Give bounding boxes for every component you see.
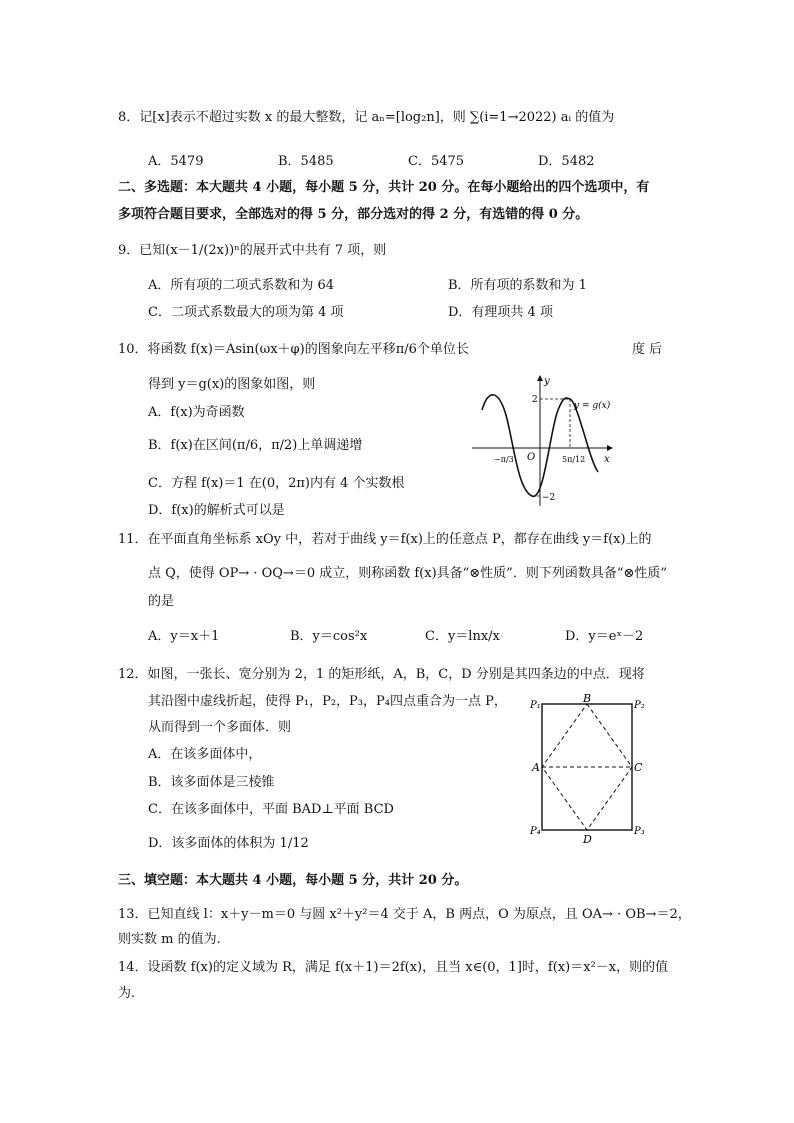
section2-heading-line1: 二、多选题：本大题共 4 小题，每小题 5 分，共计 20 分。在每小题给出的四个选项中，有 xyxy=(118,180,650,195)
graph-curve-label: y = g(x) xyxy=(574,401,611,411)
q11-text-line2: 点 Q，使得 OP→ · OQ→＝0 成立，则称函数 f(x)具备“⊗性质”．则下列函数具备“⊗性质” xyxy=(148,566,668,581)
q12-text-line3: 从而得到一个多面体．则 xyxy=(148,720,292,735)
q8-text: 8．记[x]表示不超过实数 x 的最大整数，记 aₙ=[log₂n]，则 ∑(i=1→2022) aᵢ 的值为 xyxy=(118,110,615,125)
graph-x-label: x xyxy=(604,454,610,465)
q11-text-line3: 的是 xyxy=(148,594,175,609)
q8-option-c: C．5475 xyxy=(408,154,465,169)
graph-tick-right: 5π/12 xyxy=(562,455,586,464)
q11-option-a: A．y＝x＋1 xyxy=(148,629,220,644)
q12-figure xyxy=(526,692,656,850)
graph-origin-label: O xyxy=(527,452,536,463)
q14-text-line1: 14．设函数 f(x)的定义域为 R，满足 f(x＋1)＝2f(x)，且当 x∈(0，1]时，f(x)＝x²－x，则的值 xyxy=(118,960,669,975)
q10-option-a: A．f(x)为奇函数 xyxy=(148,405,245,420)
q10-text-line2: 得到 y＝g(x)的图象如图，则 xyxy=(148,377,316,392)
q12-option-a: A．在该多面体中， xyxy=(148,747,262,762)
q10-graph xyxy=(470,370,620,510)
q10-option-c: C．方程 f(x)＝1 在(0，2π)内有 4 个实数根 xyxy=(148,476,405,491)
q13-text-line2: 则实数 m 的值为. xyxy=(118,932,221,947)
q12-option-b: B．该多面体是三棱锥 xyxy=(148,775,275,790)
q12-option-c: C．在该多面体中，平面 BAD⊥平面 BCD xyxy=(148,802,394,817)
q14-text-line2: 为. xyxy=(118,986,136,1001)
section2-heading-line2: 多项符合题目要求，全部选对的得 5 分，部分选对的得 2 分，有选错的得 0 分。 xyxy=(118,207,589,222)
q11-option-c: C．y＝lnx/x xyxy=(425,629,500,644)
q10-option-b: B．f(x)在区间(π/6，π/2)上单调递增 xyxy=(148,438,363,453)
q11-option-b: B．y＝cos²x xyxy=(290,629,368,644)
graph-tick-max: 2 xyxy=(532,395,538,405)
label-b: B xyxy=(583,692,592,705)
section3-heading: 三、填空题：本大题共 4 小题，每小题 5 分，共计 20 分。 xyxy=(118,873,468,888)
q8-option-d: D．5482 xyxy=(538,154,595,169)
label-c: C xyxy=(634,761,643,774)
q10-text-line1: 10．将函数 f(x)＝Asin(ωx＋φ)的图象向左平移π/6个单位长 xyxy=(118,342,469,357)
q8-option-b: B．5485 xyxy=(278,154,334,169)
q12-text-line1: 12．如图，一张长、宽分别为 2，1 的矩形纸，A，B，C，D 分别是其四条边的中点．现将 xyxy=(118,667,645,682)
graph-tick-min: −2 xyxy=(542,493,556,503)
q9-text: 9．已知(x－1/(2x))ⁿ的展开式中共有 7 项，则 xyxy=(118,243,387,258)
q10-option-d: D．f(x)的解析式可以是 xyxy=(148,503,285,518)
q12-option-d: D．该多面体的体积为 1/12 xyxy=(148,836,309,851)
q9-option-a: A．所有项的二项式系数和为 64 xyxy=(148,278,335,293)
label-p1: P₁ xyxy=(530,700,541,711)
label-p2: P₂ xyxy=(634,700,645,711)
label-a: A xyxy=(532,761,540,774)
q13-text-line1: 13．已知直线 l：x＋y－m＝0 与圆 x²＋y²＝4 交于 A，B 两点，O 为原点，且 OA→ · OB→＝2， xyxy=(118,907,691,922)
q9-option-c: C．二项式系数最大的项为第 4 项 xyxy=(148,305,344,320)
graph-tick-left: −π/3 xyxy=(494,455,514,464)
label-d: D xyxy=(583,833,592,846)
q11-option-d: D．y＝eˣ－2 xyxy=(565,629,644,644)
q10-text-line1-tail: 度 后 xyxy=(632,342,663,357)
q8-option-a: A．5479 xyxy=(148,154,204,169)
graph-y-label: y xyxy=(544,376,550,387)
q9-option-b: B．所有项的系数和为 1 xyxy=(448,278,587,293)
label-p3: P₃ xyxy=(634,826,645,837)
q9-option-d: D．有理项共 4 项 xyxy=(448,305,553,320)
q12-text-line2: 其沿图中虚线折起，使得 P₁，P₂，P₃，P₄四点重合为一点 P， xyxy=(148,694,507,709)
q11-text-line1: 11．在平面直角坐标系 xOy 中，若对于曲线 y＝f(x)上的任意点 P，都存在曲线 y＝f(x)上的 xyxy=(118,532,652,547)
label-p4: P₄ xyxy=(530,826,541,837)
